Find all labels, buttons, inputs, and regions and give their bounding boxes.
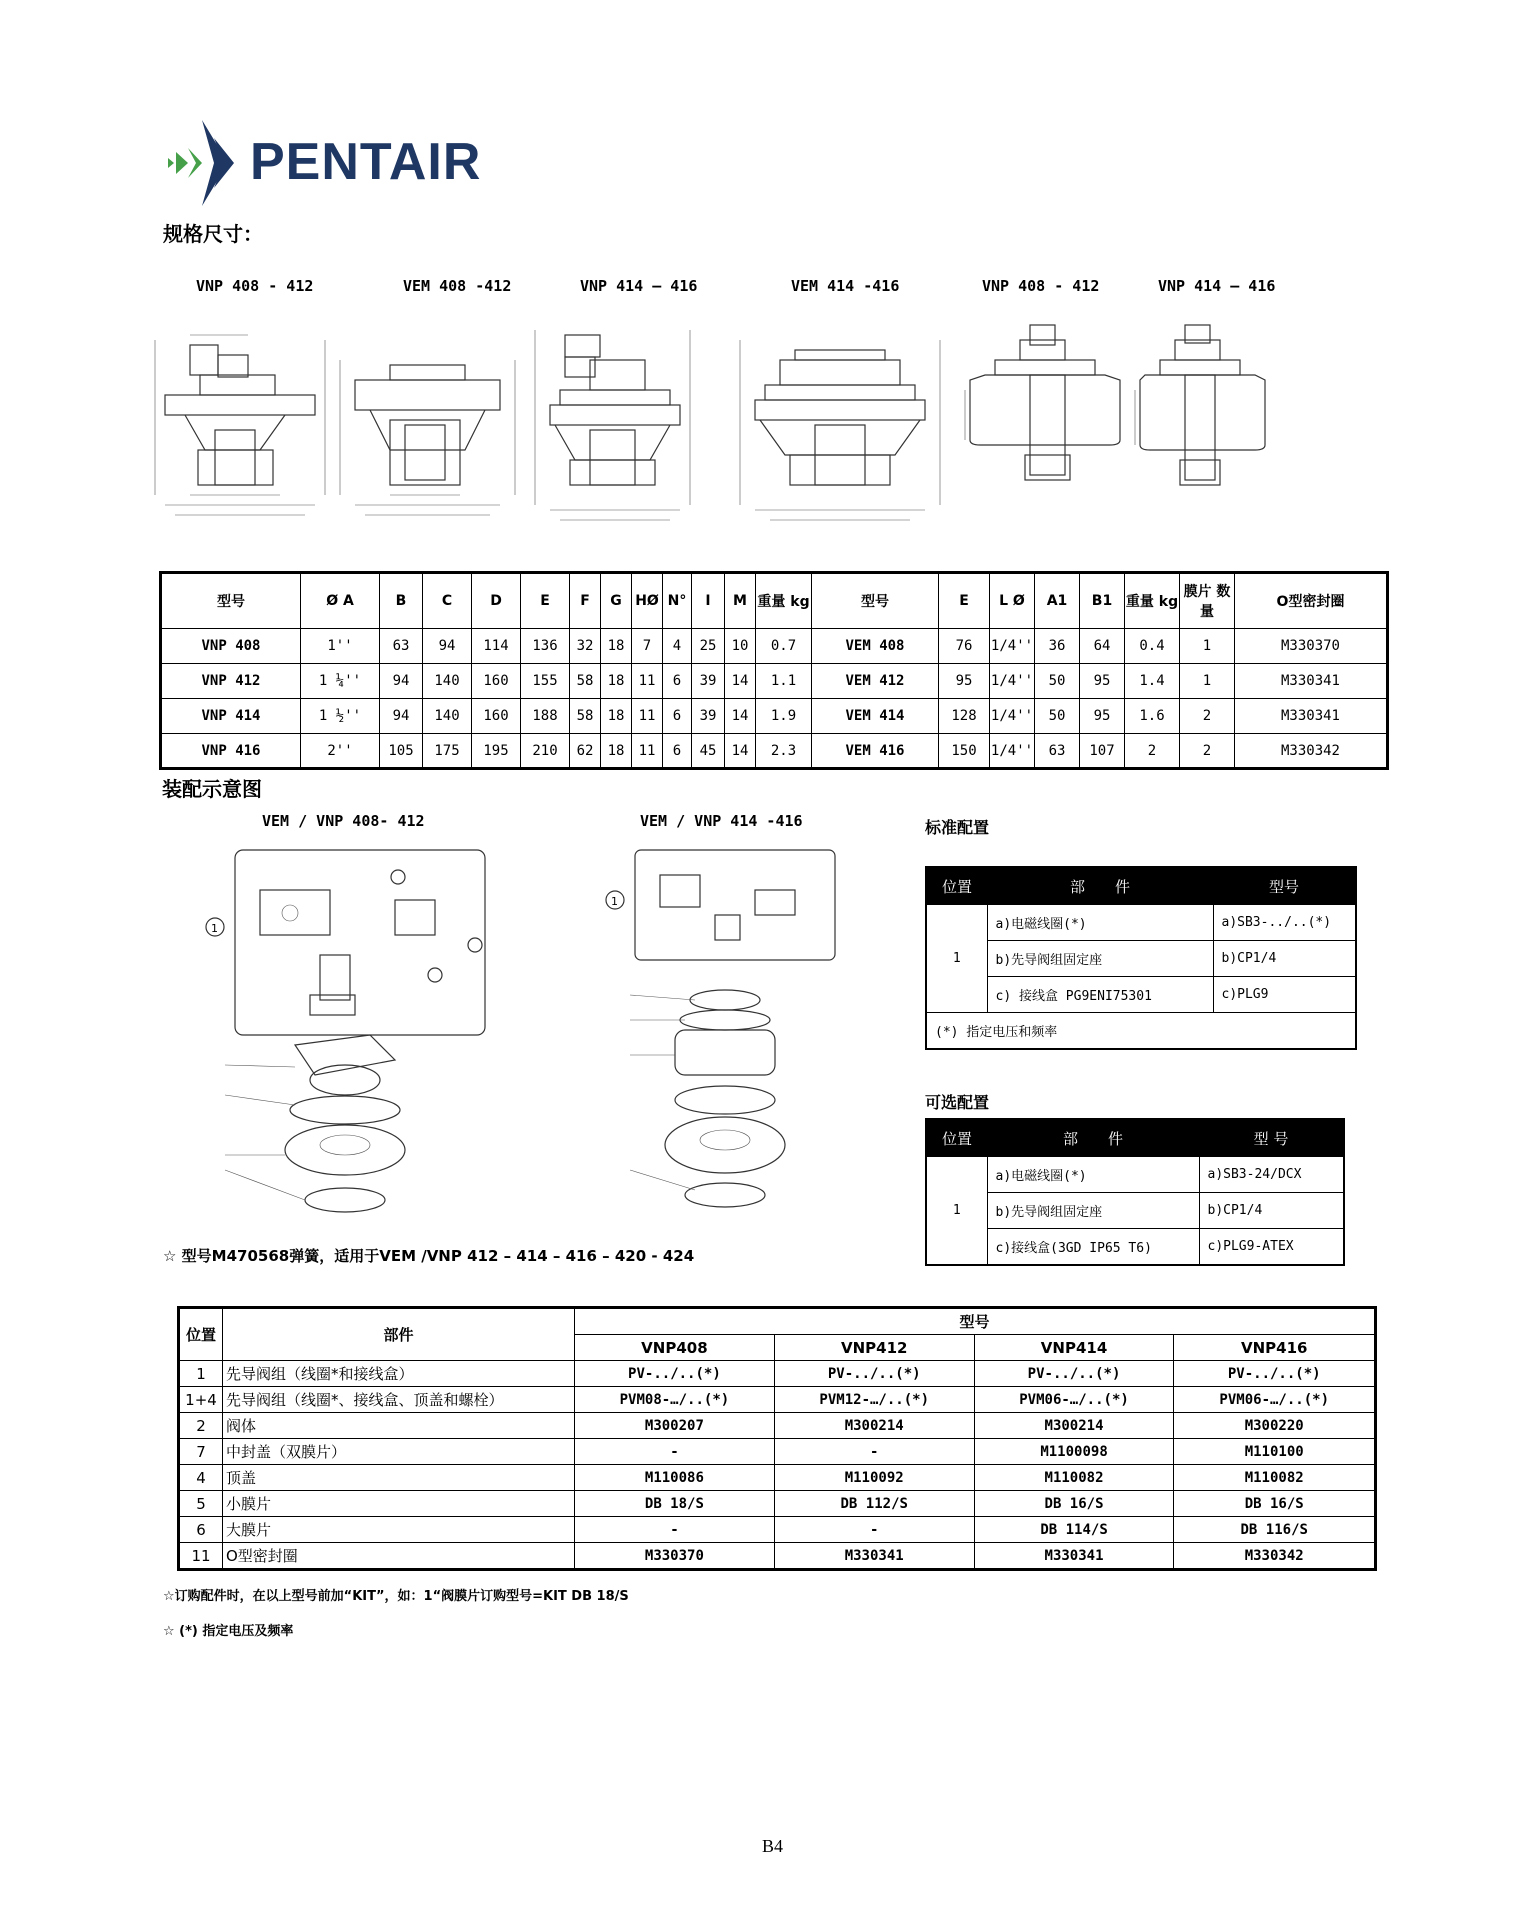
parts-cell: 小膜片 [223,1491,575,1517]
assembly-label-right: VEM / VNP 414 -416 [640,812,803,830]
parts-cell: DB 112/S [774,1491,974,1517]
parts-th-model: 型号 [575,1308,1376,1335]
std-part: b)先导阀组固定座 [987,941,1213,977]
spec-cell: 114 [472,629,521,664]
spec-cell: M330341 [1235,699,1388,734]
spec-cell: VEM 412 [812,664,939,699]
spec-cell: 39 [692,664,725,699]
parts-row [179,1543,1376,1570]
spec-cell: 140 [423,699,472,734]
std-position: 1 [926,905,987,1013]
spec-th: 型号 [812,573,939,629]
spec-th: 重量 kg [756,573,812,629]
spec-cell: 39 [692,699,725,734]
spec-cell: 50 [1035,699,1080,734]
parts-cell: O型密封圈 [223,1543,575,1570]
parts-cell: M300220 [1174,1413,1376,1439]
spec-cell: VNP 412 [161,664,301,699]
parts-row [179,1491,1376,1517]
optional-config-title: 可选配置 [925,1093,990,1112]
std-model: b)CP1/4 [1213,941,1356,977]
parts-row [179,1517,1376,1543]
spec-cell: 11 [632,664,663,699]
parts-th-model-col: VNP416 [1174,1335,1376,1361]
parts-cell: DB 18/S [575,1491,775,1517]
spec-th: F [570,573,601,629]
assembly-title: 装配示意图 [162,777,262,801]
spec-cell: 0.7 [756,629,812,664]
spec-cell: 63 [380,629,423,664]
parts-cell: PVM12-…/..(*) [774,1387,974,1413]
spec-cell: 1/4'' [990,699,1035,734]
parts-cell: 1+4 [179,1387,223,1413]
spec-cell: 1/4'' [990,734,1035,769]
standard-config-header [926,867,1356,905]
drawing-vem414-416 [740,340,940,520]
spec-row [161,629,1388,664]
drawing-vnp414-416 [535,330,690,520]
spec-cell: 195 [472,734,521,769]
parts-cell: M330370 [575,1543,775,1570]
parts-cell: PVM06-…/..(*) [1174,1387,1376,1413]
spec-cell: 1 [1180,664,1235,699]
parts-cell: M110086 [575,1465,775,1491]
parts-cell: M110082 [1174,1465,1376,1491]
parts-cell: PVM08-…/..(*) [575,1387,775,1413]
parts-cell: DB 16/S [1174,1491,1376,1517]
parts-cell: DB 16/S [974,1491,1174,1517]
spec-th: B1 [1080,573,1125,629]
spec-cell: 1/4'' [990,629,1035,664]
spec-cell: 25 [692,629,725,664]
spec-cell: 2.3 [756,734,812,769]
spec-cell: VNP 416 [161,734,301,769]
parts-cell: - [575,1517,775,1543]
spec-cell: 94 [423,629,472,664]
parts-row [179,1439,1376,1465]
spec-th: N° [663,573,692,629]
spec-cell: 105 [380,734,423,769]
opt-th-part: 部 件 [987,1119,1199,1157]
spec-cell: 6 [663,699,692,734]
opt-position: 1 [926,1157,987,1266]
spec-cell: 94 [380,699,423,734]
spec-cell: M330341 [1235,664,1388,699]
spec-cell: 11 [632,699,663,734]
std-footnote: (*) 指定电压和频率 [926,1013,1356,1050]
opt-part: c)接线盒(3GD IP65 T6) [987,1229,1199,1266]
opt-model: b)CP1/4 [1199,1193,1344,1229]
parts-cell: 中封盖（双膜片） [223,1439,575,1465]
spec-cell: 14 [725,664,756,699]
spec-cell: 7 [632,629,663,664]
spec-cell: VEM 416 [812,734,939,769]
drawing-label-6: VNP 414 – 416 [1158,277,1276,295]
spec-cell: 62 [570,734,601,769]
std-part: a)电磁线圈(*) [987,905,1213,941]
spec-th: E [939,573,990,629]
spec-cell: 11 [632,734,663,769]
assembly-left [206,850,485,1212]
spec-th: E [521,573,570,629]
parts-cell: M330341 [974,1543,1174,1570]
drawing-label-3: VNP 414 – 416 [580,277,698,295]
spec-cell: 2 [1125,734,1180,769]
spec-cell: 150 [939,734,990,769]
parts-th-part: 部件 [223,1308,575,1361]
parts-cell: 5 [179,1491,223,1517]
spec-cell: 1 [1180,629,1235,664]
std-th-pos: 位置 [926,867,987,905]
spec-cell: 2 [1180,734,1235,769]
parts-cell: PV-../..(*) [575,1361,775,1387]
spec-th: C [423,573,472,629]
standard-config-table [925,866,1357,1050]
drawing-tank-vnp414-416 [1135,325,1265,485]
spec-th: HØ [632,573,663,629]
spec-cell: 10 [725,629,756,664]
specs-title: 规格尺寸： [163,222,263,246]
spec-cell: M330370 [1235,629,1388,664]
spec-cell: VEM 408 [812,629,939,664]
parts-header-row-1 [179,1308,1376,1335]
spec-cell: M330342 [1235,734,1388,769]
spec-cell: 1 ¼'' [301,664,380,699]
parts-cell: 先导阀组（线圈*和接线盒） [223,1361,575,1387]
spec-cell: 1'' [301,629,380,664]
opt-th-model: 型 号 [1199,1119,1344,1157]
parts-th-model-col: VNP414 [974,1335,1174,1361]
spec-th: 重量 kg [1125,573,1180,629]
parts-row [179,1413,1376,1439]
pentair-logo [168,118,528,208]
spec-th: O型密封圈 [1235,573,1388,629]
spec-cell: 94 [380,664,423,699]
parts-row [179,1465,1376,1491]
spec-th: L Ø [990,573,1035,629]
spec-cell: 155 [521,664,570,699]
spec-cell: VEM 414 [812,699,939,734]
spec-cell: 160 [472,664,521,699]
parts-row [179,1361,1376,1387]
svg-text:1: 1 [211,922,218,935]
spec-cell: 32 [570,629,601,664]
parts-cell: PV-../..(*) [974,1361,1174,1387]
parts-cell: M110100 [1174,1439,1376,1465]
parts-cell: M300207 [575,1413,775,1439]
spec-cell: 95 [1080,664,1125,699]
spring-note: ☆ 型号M470568弹簧，适用于VEM /VNP 412 – 414 – 416 – 420 - 424 [163,1247,695,1265]
parts-cell: 先导阀组（线圈*、接线盒、顶盖和螺栓） [223,1387,575,1413]
parts-cell: M110082 [974,1465,1174,1491]
spec-cell: 14 [725,699,756,734]
parts-cell: 1 [179,1361,223,1387]
assembly-right [606,850,835,1207]
spec-table [159,571,1389,770]
opt-model: a)SB3-24/DCX [1199,1157,1344,1193]
parts-cell: 顶盖 [223,1465,575,1491]
spec-cell: 1.6 [1125,699,1180,734]
drawing-label-5: VNP 408 - 412 [982,277,1100,295]
parts-cell: 4 [179,1465,223,1491]
parts-cell: 阀体 [223,1413,575,1439]
spec-th: D [472,573,521,629]
brand-name: PENTAIR [250,133,482,191]
spec-cell: 18 [601,629,632,664]
parts-cell: 大膜片 [223,1517,575,1543]
assembly-label-left: VEM / VNP 408- 412 [262,812,425,830]
parts-cell: M330342 [1174,1543,1376,1570]
spec-cell: 95 [939,664,990,699]
parts-row [179,1387,1376,1413]
spec-row [161,699,1388,734]
spec-cell: 210 [521,734,570,769]
spec-cell: 4 [663,629,692,664]
spec-cell: 188 [521,699,570,734]
parts-cell: 11 [179,1543,223,1570]
spec-cell: 107 [1080,734,1125,769]
spec-cell: 58 [570,699,601,734]
parts-cell: 6 [179,1517,223,1543]
parts-cell: M330341 [774,1543,974,1570]
spec-cell: 45 [692,734,725,769]
drawing-label-4: VEM 414 -416 [791,277,900,295]
note-voltage: ☆ (*) 指定电压及频率 [163,1624,294,1639]
opt-part: a)电磁线圈(*) [987,1157,1199,1193]
std-model: c)PLG9 [1213,977,1356,1013]
std-part: c) 接线盒 PG9ENI75301 [987,977,1213,1013]
spec-header-row [161,573,1388,629]
spec-row [161,734,1388,769]
spec-cell: VNP 414 [161,699,301,734]
optional-config-table [925,1118,1345,1266]
spec-th: A1 [1035,573,1080,629]
pentair-mark-icon [168,118,258,208]
spec-cell: 1.4 [1125,664,1180,699]
spec-th: 型号 [161,573,301,629]
parts-cell: - [575,1439,775,1465]
parts-cell: 7 [179,1439,223,1465]
dimension-drawings [150,320,1300,530]
parts-cell: 2 [179,1413,223,1439]
parts-th-model-col: VNP412 [774,1335,974,1361]
drawing-vnp408-412 [155,335,325,515]
spec-cell: 50 [1035,664,1080,699]
parts-cell: M110092 [774,1465,974,1491]
spec-cell: 1/4'' [990,664,1035,699]
drawing-vem408-412 [340,360,515,515]
std-th-model: 型号 [1213,867,1356,905]
std-model: a)SB3-../..(*) [1213,905,1356,941]
std-th-part: 部 件 [987,867,1213,905]
parts-cell: - [774,1439,974,1465]
opt-th-pos: 位置 [926,1119,987,1157]
spec-cell: 64 [1080,629,1125,664]
parts-cell: M300214 [974,1413,1174,1439]
spec-cell: 58 [570,664,601,699]
parts-cell: DB 114/S [974,1517,1174,1543]
drawing-tank-vnp408-412 [965,325,1120,480]
svg-text:1: 1 [611,895,618,908]
parts-th-model-col: VNP408 [575,1335,775,1361]
parts-cell: - [774,1517,974,1543]
parts-cell: PV-../..(*) [774,1361,974,1387]
page-number: B4 [762,1836,784,1856]
parts-cell: DB 116/S [1174,1517,1376,1543]
optional-config-header [926,1119,1344,1157]
spec-cell: 18 [601,664,632,699]
spec-cell: 18 [601,734,632,769]
spec-cell: 14 [725,734,756,769]
standard-config-title: 标准配置 [925,818,990,837]
spec-th: I [692,573,725,629]
opt-model: c)PLG9-ATEX [1199,1229,1344,1266]
spec-th: Ø A [301,573,380,629]
spec-cell: 6 [663,664,692,699]
spec-cell: 1.1 [756,664,812,699]
spec-cell: VNP 408 [161,629,301,664]
spec-cell: 63 [1035,734,1080,769]
spec-cell: 2'' [301,734,380,769]
parts-th-pos: 位置 [179,1308,223,1361]
spec-th: B [380,573,423,629]
spec-cell: 140 [423,664,472,699]
spec-cell: 1.9 [756,699,812,734]
spec-cell: 18 [601,699,632,734]
spec-cell: 95 [1080,699,1125,734]
parts-cell: PV-../..(*) [1174,1361,1376,1387]
note-kit: ☆订购配件时，在以上型号前加“KIT”，如：1“阀膜片订购型号=KIT DB 18/S [163,1589,629,1604]
spec-th: 膜片 数量 [1180,573,1235,629]
spec-th: G [601,573,632,629]
spec-cell: 0.4 [1125,629,1180,664]
parts-cell: M300214 [774,1413,974,1439]
spec-th: M [725,573,756,629]
spec-cell: 136 [521,629,570,664]
spec-cell: 6 [663,734,692,769]
spec-cell: 1 ½'' [301,699,380,734]
spec-cell: 76 [939,629,990,664]
spec-cell: 36 [1035,629,1080,664]
spec-row [161,664,1388,699]
drawing-label-2: VEM 408 -412 [403,277,512,295]
spec-cell: 128 [939,699,990,734]
spec-cell: 175 [423,734,472,769]
assembly-drawings [195,845,875,1225]
parts-cell: M1100098 [974,1439,1174,1465]
opt-part: b)先导阀组固定座 [987,1193,1199,1229]
drawing-label-1: VNP 408 - 412 [196,277,314,295]
spec-cell: 2 [1180,699,1235,734]
parts-cell: PVM06-…/..(*) [974,1387,1174,1413]
spec-cell: 160 [472,699,521,734]
parts-table [177,1306,1377,1571]
